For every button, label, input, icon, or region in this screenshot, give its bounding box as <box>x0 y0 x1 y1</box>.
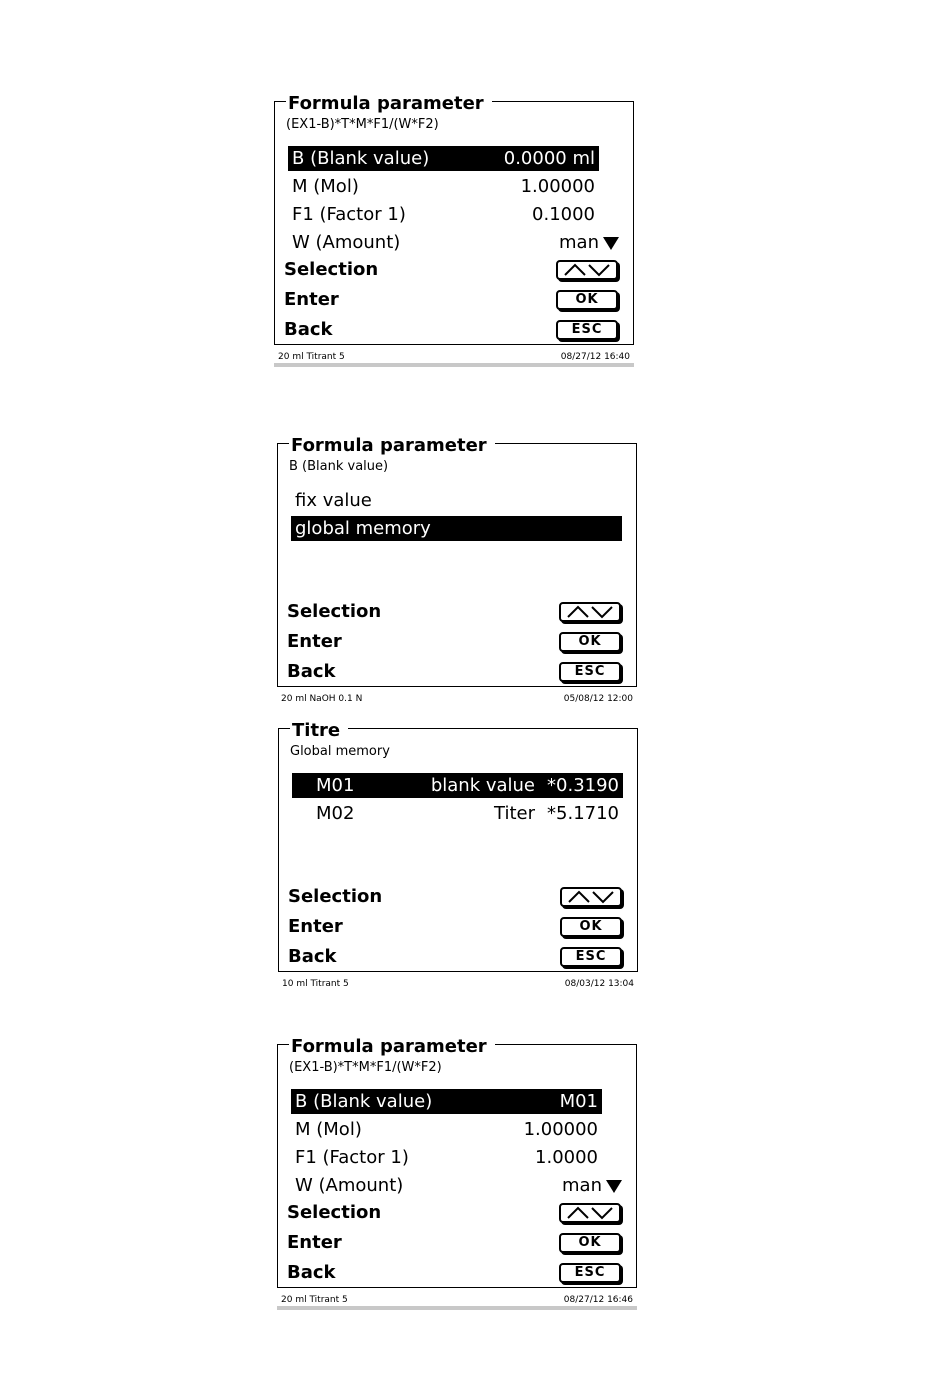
memory-row-m01[interactable] <box>292 773 623 798</box>
param-row-blank-value[interactable] <box>288 146 599 171</box>
selection-label: Selection <box>288 886 383 907</box>
enter-row <box>287 1231 621 1255</box>
screen-title: Formula parameter <box>286 95 492 113</box>
back-row <box>284 318 618 342</box>
timestamp: 05/08/12 12:00 <box>563 694 633 704</box>
param-value: man <box>559 232 599 253</box>
enter-label: Enter <box>287 1232 342 1253</box>
status-bar-underline <box>274 363 634 367</box>
status-bar <box>277 687 637 705</box>
param-row-mol[interactable] <box>291 1117 602 1142</box>
screen-formula-parameter-3 <box>277 1036 637 1306</box>
param-value-wrap <box>559 230 619 255</box>
enter-label: Enter <box>284 289 339 310</box>
param-row-factor-1[interactable] <box>291 1145 602 1170</box>
back-label: Back <box>284 319 333 340</box>
memory-name: Titer <box>494 803 536 824</box>
up-down-arrows-icon <box>565 605 615 619</box>
param-label: M (Mol) <box>292 176 359 197</box>
param-value: M01 <box>559 1091 598 1112</box>
titrant-label: 20 ml Titrant 5 <box>278 352 345 362</box>
memory-name: blank value <box>430 775 536 796</box>
back-row <box>288 945 622 969</box>
ok-key[interactable]: OK <box>560 917 622 937</box>
esc-key[interactable]: ESC <box>559 662 621 682</box>
timestamp: 08/27/12 16:46 <box>563 1295 633 1305</box>
screen-title: Formula parameter <box>289 1038 495 1056</box>
up-down-arrows-icon <box>566 890 616 904</box>
back-row <box>287 660 621 684</box>
esc-key[interactable]: ESC <box>556 320 618 340</box>
esc-key[interactable]: ESC <box>559 1263 621 1283</box>
selection-row <box>287 1201 621 1225</box>
ok-key[interactable]: OK <box>559 1233 621 1253</box>
param-value: man <box>562 1175 602 1196</box>
selection-row <box>287 600 621 624</box>
param-value: 0.1000 <box>532 204 595 225</box>
param-label: F1 (Factor 1) <box>295 1147 409 1168</box>
param-value: 1.0000 <box>535 1147 598 1168</box>
up-down-key[interactable] <box>559 1203 621 1223</box>
param-label: B (Blank value) <box>292 148 430 169</box>
timestamp: 08/27/12 16:40 <box>560 352 630 362</box>
status-bar <box>274 345 634 363</box>
param-label: F1 (Factor 1) <box>292 204 406 225</box>
enter-row <box>287 630 621 654</box>
up-down-key[interactable] <box>560 887 622 907</box>
param-label: W (Amount) <box>295 1175 404 1196</box>
param-row-blank-value[interactable] <box>291 1089 602 1114</box>
memory-value: *5.1710 <box>547 803 619 824</box>
up-down-arrows-icon <box>565 1206 615 1220</box>
enter-label: Enter <box>288 916 343 937</box>
param-row-mol[interactable] <box>288 174 599 199</box>
back-label: Back <box>288 946 337 967</box>
option-label: fix value <box>295 490 372 511</box>
titrant-label: 20 ml NaOH 0.1 N <box>281 694 363 704</box>
param-row-factor-1[interactable] <box>288 202 599 227</box>
param-label: M (Mol) <box>295 1119 362 1140</box>
screen-title: Formula parameter <box>289 437 495 455</box>
param-value: 1.00000 <box>520 176 595 197</box>
titrant-label: 10 ml Titrant 5 <box>282 979 349 989</box>
memory-id: M02 <box>316 803 355 824</box>
up-down-key[interactable] <box>559 602 621 622</box>
parameter-name: B (Blank value) <box>289 459 389 474</box>
up-down-key[interactable] <box>556 260 618 280</box>
up-down-arrows-icon <box>562 263 612 277</box>
screen-subtitle: Global memory <box>290 744 390 759</box>
enter-row <box>284 288 618 312</box>
titrant-label: 20 ml Titrant 5 <box>281 1295 348 1305</box>
status-bar <box>278 972 638 990</box>
param-row-amount[interactable] <box>291 1173 626 1198</box>
memory-id: M01 <box>316 775 355 796</box>
enter-row <box>288 915 622 939</box>
param-value: 1.00000 <box>523 1119 598 1140</box>
selection-label: Selection <box>287 601 382 622</box>
screen-formula-parameter-2 <box>277 435 637 705</box>
screen-titre-global-memory <box>278 720 638 990</box>
back-label: Back <box>287 661 336 682</box>
param-label: B (Blank value) <box>295 1091 433 1112</box>
status-bar <box>277 1288 637 1306</box>
enter-label: Enter <box>287 631 342 652</box>
screen-formula-parameter-1 <box>274 93 634 363</box>
memory-row-m02[interactable] <box>292 801 623 826</box>
esc-key[interactable]: ESC <box>560 947 622 967</box>
screen-title: Titre <box>290 722 348 740</box>
param-value-wrap <box>562 1173 622 1198</box>
timestamp: 08/03/12 13:04 <box>564 979 634 989</box>
dropdown-arrow-icon[interactable] <box>603 237 619 250</box>
selection-row <box>288 885 622 909</box>
param-label: W (Amount) <box>292 232 401 253</box>
memory-value: *0.3190 <box>547 775 619 796</box>
option-label: global memory <box>295 518 431 539</box>
option-fix-value[interactable] <box>291 488 622 513</box>
param-value: 0.0000 ml <box>503 148 595 169</box>
option-global-memory[interactable] <box>291 516 622 541</box>
selection-row <box>284 258 618 282</box>
back-row <box>287 1261 621 1285</box>
selection-label: Selection <box>287 1202 382 1223</box>
selection-label: Selection <box>284 259 379 280</box>
ok-key[interactable]: OK <box>556 290 618 310</box>
formula-text: (EX1-B)*T*M*F1/(W*F2) <box>286 117 439 132</box>
dropdown-arrow-icon[interactable] <box>606 1180 622 1193</box>
back-label: Back <box>287 1262 336 1283</box>
ok-key[interactable]: OK <box>559 632 621 652</box>
status-bar-underline <box>277 1306 637 1310</box>
param-row-amount[interactable] <box>288 230 623 255</box>
formula-text: (EX1-B)*T*M*F1/(W*F2) <box>289 1060 442 1075</box>
